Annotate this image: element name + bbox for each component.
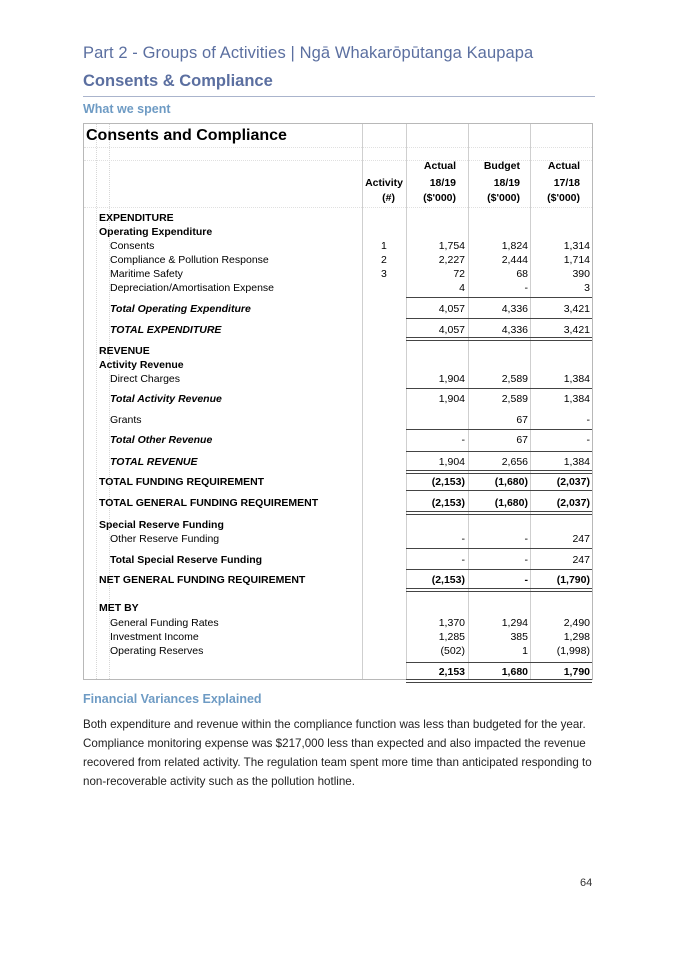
table-row: TOTAL GENERAL FUNDING REQUIREMENT (2,153) (1,680) (2,037) bbox=[99, 497, 590, 509]
section-title: Consents & Compliance bbox=[83, 72, 273, 90]
column-header-actual-1819: Actual 18/19 ($'000) bbox=[423, 160, 456, 204]
table-row: MET BY bbox=[99, 602, 139, 614]
table-row: TOTAL EXPENDITURE 4,057 4,336 3,421 bbox=[110, 324, 590, 336]
variances-title: Financial Variances Explained bbox=[83, 692, 262, 706]
subsection-title: What we spent bbox=[83, 102, 171, 116]
table-row: 2,153 1,680 1,790 bbox=[438, 666, 590, 678]
column-header-activity: Activity (#) bbox=[365, 177, 403, 204]
table-row: TOTAL FUNDING REQUIREMENT (2,153) (1,680) (2,037) bbox=[99, 476, 590, 488]
table-row: Grants 67 - bbox=[110, 414, 590, 426]
spreadsheet-table bbox=[83, 123, 593, 680]
table-row: Direct Charges 1,904 2,589 1,384 bbox=[110, 373, 590, 385]
table-row: Total Activity Revenue 1,904 2,589 1,384 bbox=[110, 393, 590, 405]
table-row: Investment Income 1,285 385 1,298 bbox=[110, 631, 590, 643]
variances-body: Both expenditure and revenue within the compliance function was less than budgeted for the year. Compliance monitoring expense was $217,000 less than expected and also impacted the revenue recovered from related activity. The regulation team spent more time than anticipated responding to non-recoverable activity such as the pollution hotline. bbox=[83, 718, 592, 788]
table-row: EXPENDITURE bbox=[99, 212, 174, 224]
table-row: Operating Expenditure bbox=[99, 226, 213, 238]
column-header-actual-1718: Actual 17/18 ($'000) bbox=[547, 160, 580, 204]
table-row: REVENUE bbox=[99, 345, 150, 357]
column-header-budget-1819: Budget 18/19 ($'000) bbox=[483, 160, 520, 204]
table-row: Activity Revenue bbox=[99, 359, 184, 371]
table-row: Total Operating Expenditure 4,057 4,336 3,421 bbox=[110, 303, 590, 315]
page-number: 64 bbox=[580, 877, 593, 889]
table-row: Maritime Safety 3 72 68 390 bbox=[110, 268, 590, 280]
table-row: General Funding Rates 1,370 1,294 2,490 bbox=[110, 617, 590, 629]
table-row: Compliance & Pollution Response 2 2,227 2,444 1,714 bbox=[110, 254, 590, 266]
table-row: Total Other Revenue - 67 - bbox=[110, 434, 590, 446]
header-divider bbox=[83, 96, 595, 97]
table-row: Total Special Reserve Funding - - 247 bbox=[110, 554, 590, 566]
table-row: Special Reserve Funding bbox=[99, 519, 224, 531]
table-row: Operating Reserves (502) 1 (1,998) bbox=[110, 645, 590, 657]
table-row: TOTAL REVENUE 1,904 2,656 1,384 bbox=[110, 456, 590, 468]
table-row: Depreciation/Amortisation Expense 4 - 3 bbox=[110, 282, 590, 294]
table-row: NET GENERAL FUNDING REQUIREMENT (2,153) - (1,790) bbox=[99, 574, 590, 586]
table-row: Other Reserve Funding - - 247 bbox=[110, 533, 590, 545]
table-row: Consents 1 1,754 1,824 1,314 bbox=[110, 240, 590, 252]
part-title: Part 2 - Groups of Activities | Ngā Whakarōpūtanga Kaupapa bbox=[83, 44, 534, 62]
table-title: Consents and Compliance bbox=[86, 127, 287, 144]
